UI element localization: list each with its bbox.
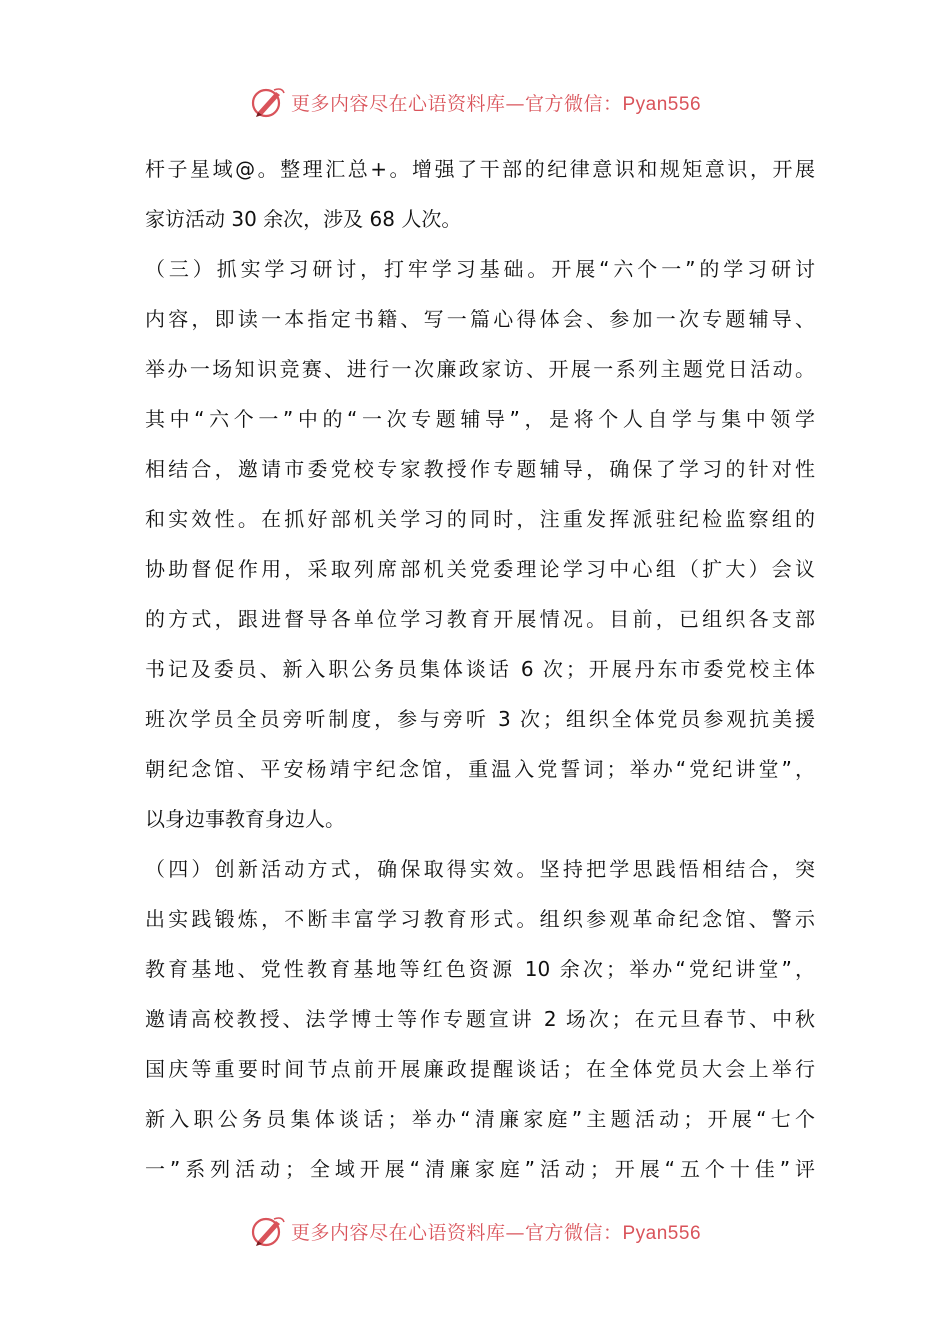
body-text-line: 和实效性。在抓好部机关学习的同时，注重发挥派驻纪检监察组的 <box>145 507 815 531</box>
body-text-line: 班次学员全员旁听制度，参与旁听 3 次；组织全体党员参观抗美援 <box>145 707 815 731</box>
header-banner <box>0 82 950 122</box>
body-text-line: 的方式，跟进督导各单位学习教育开展情况。目前，已组织各支部 <box>145 607 815 631</box>
body-text-line: 其中“六个一”中的“一次专题辅导”，是将个人自学与集中领学 <box>145 407 815 431</box>
body-text-line: 国庆等重要时间节点前开展廉政提醒谈话；在全体党员大会上举行 <box>145 1057 815 1081</box>
body-text-line: （四）创新活动方式，确保取得实效。坚持把学思践悟相结合，突 <box>145 857 815 881</box>
header-wechat-id: Pyan556 <box>622 93 702 115</box>
body-text-line: 朝纪念馆、平安杨靖宇纪念馆，重温入党誓词；举办“党纪讲堂”， <box>145 757 815 781</box>
body-text-line: 相结合，邀请市委党校专家教授作专题辅导，确保了学习的针对性 <box>145 457 815 481</box>
body-text-line: 家访活动 30 余次，涉及 68 人次。 <box>145 207 462 231</box>
footer-wechat-id: Pyan556 <box>622 1222 702 1244</box>
body-text-line: 新入职公务员集体谈话；举办“清廉家庭”主题活动；开展“七个 <box>145 1107 815 1131</box>
footer-banner <box>0 1211 950 1251</box>
body-text-line: 内容，即读一本指定书籍、写一篇心得体会、参加一次专题辅导、 <box>145 307 815 331</box>
body-text-line: 邀请高校教授、法学博士等作专题宣讲 2 场次；在元旦春节、中秋 <box>145 1007 815 1031</box>
body-text-line: 书记及委员、新入职公务员集体谈话 6 次；开展丹东市委党校主体 <box>145 657 815 681</box>
body-text-line: （三）抓实学习研讨，打牢学习基础。开展“六个一”的学习研讨 <box>145 257 815 281</box>
header-banner-text <box>291 89 701 116</box>
body-text-line: 杆子星域@。整理汇总+。增强了干部的纪律意识和规矩意识，开展 <box>145 157 815 181</box>
body-text-line: 教育基地、党性教育基地等红色资源 10 余次；举办“党纪讲堂”， <box>145 957 815 981</box>
footer-banner-label: 更多内容尽在心语资料库—官方微信： <box>290 1221 623 1244</box>
body-text-line: 协助督促作用，采取列席部机关党委理论学习中心组（扩大）会议 <box>145 557 815 581</box>
body-text-line: 举办一场知识竞赛、进行一次廉政家访、开展一系列主题党日活动。 <box>145 357 815 381</box>
document-body <box>145 150 815 1200</box>
pen-logo-icon <box>249 1214 287 1248</box>
body-text-line: 以身边事教育身边人。 <box>145 807 345 831</box>
footer-banner-text <box>291 1218 701 1245</box>
header-banner-label: 更多内容尽在心语资料库—官方微信： <box>290 92 623 115</box>
body-text-line: 一”系列活动；全域开展“清廉家庭”活动；开展“五个十佳”评 <box>145 1157 815 1181</box>
body-text-line: 出实践锻炼，不断丰富学习教育形式。组织参观革命纪念馆、警示 <box>145 907 815 931</box>
pen-logo-icon <box>249 85 287 119</box>
